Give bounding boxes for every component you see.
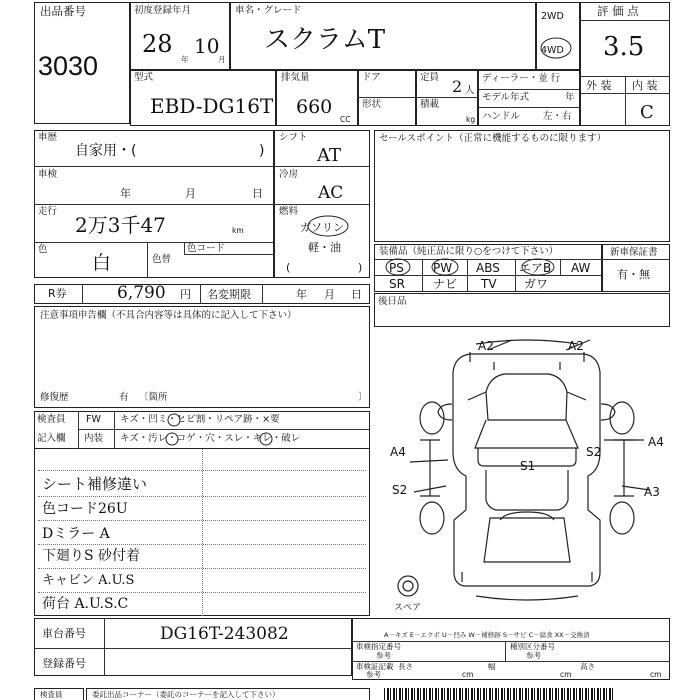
note-line-4: 下廻りS 砂付着 [42, 548, 141, 564]
name-change-month: 月 [324, 288, 335, 301]
capacity-label: 定員 [420, 72, 440, 83]
model-year-label: モデル年式 [482, 92, 530, 103]
repair-value: 有 [119, 392, 129, 403]
equip-sr: SR [389, 277, 405, 291]
width-label: 幅 [488, 662, 496, 671]
inspection-label: 車検 [38, 169, 58, 180]
mileage-value: 2万3千47 [75, 213, 166, 237]
aftermarket-label: 後日品 [378, 296, 407, 307]
mark-s2-left: S2 [392, 483, 408, 497]
year-unit: 年 [181, 55, 189, 64]
recycle-label: R券 [48, 287, 67, 300]
person-unit: 人 [465, 85, 475, 96]
warranty-label: 新車保証書 [610, 247, 658, 258]
capacity-value: 2 [452, 77, 463, 96]
color-label: 色 [38, 244, 48, 255]
exterior-label: 外 装 [586, 79, 612, 92]
sales-point-label: セールスポイント（正常に機能するものに限ります） [379, 133, 607, 144]
mark-s1: S1 [520, 459, 536, 473]
height-cm: cm [650, 670, 662, 679]
load-label: 積載 [420, 99, 440, 110]
km-unit: km [232, 226, 244, 235]
shape-label: 形状 [362, 99, 382, 110]
ac-value: AC [318, 183, 344, 203]
fuel-paren-open: ( [286, 261, 291, 274]
ac-label: 冷房 [279, 169, 299, 180]
model-label: 型式 [134, 72, 154, 83]
mark-a4-right: A4 [648, 435, 664, 449]
note-line-6: 荷台 A.U.S.C [42, 596, 129, 612]
first-registration-month: 10 [194, 34, 220, 58]
history-value: 自家用・( [75, 143, 137, 159]
equip-tv: TV [481, 277, 497, 291]
equipment-label: 装備品（純正品に限り○をつけて下さい） [379, 246, 559, 257]
name-change-label: 名変期限 [207, 288, 251, 301]
recycle-amount: 6,790 [117, 283, 166, 303]
mark-s2-right: S2 [586, 445, 602, 459]
width-cm: cm [560, 670, 572, 679]
first-registration-year: 28 [142, 30, 173, 58]
category-ref: 参考 [526, 651, 541, 660]
chassis-label: 車台番号 [42, 627, 86, 640]
fw-label: FW [86, 414, 101, 425]
fuel-label: 燃料 [279, 206, 299, 217]
fw-items: キズ・凹ミ・ヒビ割・リペア跡・×要 [120, 414, 280, 425]
footer-seller-label: 検査員 [40, 690, 63, 699]
footer-corner-label: 委託出品コーナー（委託のコーナーを記入して下さい） [92, 690, 280, 699]
equip-aw: AW [571, 261, 591, 275]
chassis-number: DG16T-243082 [160, 624, 289, 644]
name-change-day: 日 [351, 288, 362, 301]
color-change-label: 色替 [152, 254, 172, 265]
car-name-value: スクラムT [264, 25, 386, 55]
repair-label: 修復歴 [40, 392, 69, 403]
equip-gawa: ガワ [524, 277, 549, 291]
length-cm: cm [462, 670, 474, 679]
shift-label: シフト [279, 132, 308, 143]
size-ref: 参考 [366, 670, 381, 679]
warranty-value: 有・無 [617, 268, 650, 281]
model-year-unit: 年 [565, 92, 575, 103]
legend-codes: A－キズ E－エクボ U－凹み W－補修跡 S－サビ C－腐食 XX－交換済 [384, 631, 590, 639]
inspection-day: 日 [252, 187, 263, 200]
score-label: 評 価 点 [597, 4, 639, 18]
category-label: 種別区分番号 [510, 642, 555, 651]
note-line-3: Dミラー A [42, 526, 110, 542]
handle-label: ハンドル [482, 111, 521, 122]
history-label: 車歴 [38, 132, 58, 143]
interior-items: キズ・汚レ・コゲ・穴・スレ・キレ・破レ [120, 433, 301, 444]
location-label: 〔箇所 [139, 392, 168, 403]
note-line-5: キャビン A.U.S [42, 573, 135, 588]
mark-a2-left: A2 [478, 339, 494, 353]
score-value: 3.5 [603, 32, 645, 62]
fuel-paren-close: ) [358, 261, 363, 274]
drive-2wd: 2WD [541, 11, 564, 22]
mark-a2-right: A2 [568, 339, 584, 353]
first-registration-label: 初度登録年月 [134, 5, 192, 16]
lot-number: 3030 [38, 51, 99, 81]
color-value: 白 [92, 252, 112, 274]
displacement-label: 排気量 [281, 72, 310, 83]
kg-unit: kg [466, 115, 476, 124]
designation-ref: 参考 [376, 651, 391, 660]
mark-a4-left: A4 [390, 445, 406, 459]
notes-label: 注意事項申告欄（不具合内容等は具体的に記入して下さい） [40, 310, 297, 321]
registration-label: 登録番号 [42, 657, 86, 670]
fuel-gas: ガソリン [300, 221, 344, 234]
interior-grade: C [640, 102, 654, 123]
model-value: EBD-DG16T [150, 94, 274, 118]
equip-navi: ナビ [433, 277, 458, 291]
equip-pw: PW [433, 261, 453, 275]
lot-number-label: 出品番号 [40, 4, 86, 18]
fuel-diesel: 軽・油 [308, 241, 341, 254]
equip-ps: PS [389, 261, 404, 275]
inspector-label: 検査員 [37, 414, 66, 425]
shift-value: AT [317, 145, 342, 166]
length-label: 長さ [398, 662, 413, 671]
handle-options: 左・右 [543, 111, 572, 122]
spare-label: スペア [394, 603, 422, 613]
displacement-value: 660 [296, 96, 333, 118]
car-name-label: 車名・グレード [235, 5, 302, 16]
mark-a3: A3 [644, 485, 660, 499]
interior-inspect-label: 内装 [84, 433, 104, 444]
color-code-label: 色コード [187, 243, 226, 254]
equip-airbag: エアB [519, 261, 552, 275]
drive-4wd: 4WD [541, 45, 564, 56]
note-line-1: シート補修違い [42, 475, 148, 493]
height-label: 高さ [580, 662, 595, 671]
dealer-label: ディーラー・並 行 [482, 73, 561, 84]
inspection-month: 月 [185, 187, 196, 200]
note-line-2: 色コード26U [42, 501, 128, 517]
door-label: ドア [362, 72, 381, 83]
yen-unit: 円 [180, 288, 191, 301]
inspection-year: 年 [120, 187, 131, 200]
interior-label: 内 装 [632, 79, 658, 92]
entry-label: 記入欄 [37, 433, 66, 444]
size-label: 車検証記載 [356, 662, 394, 671]
equip-abs: ABS [476, 261, 500, 275]
mileage-label: 走行 [38, 206, 58, 217]
barcode [384, 688, 614, 700]
location-close: 〕 [358, 392, 368, 403]
designation-label: 車検指定番号 [356, 642, 401, 651]
history-close: ) [259, 143, 265, 159]
cc-unit: CC [340, 115, 351, 124]
name-change-year: 年 [296, 288, 307, 301]
month-unit: 月 [218, 55, 226, 64]
